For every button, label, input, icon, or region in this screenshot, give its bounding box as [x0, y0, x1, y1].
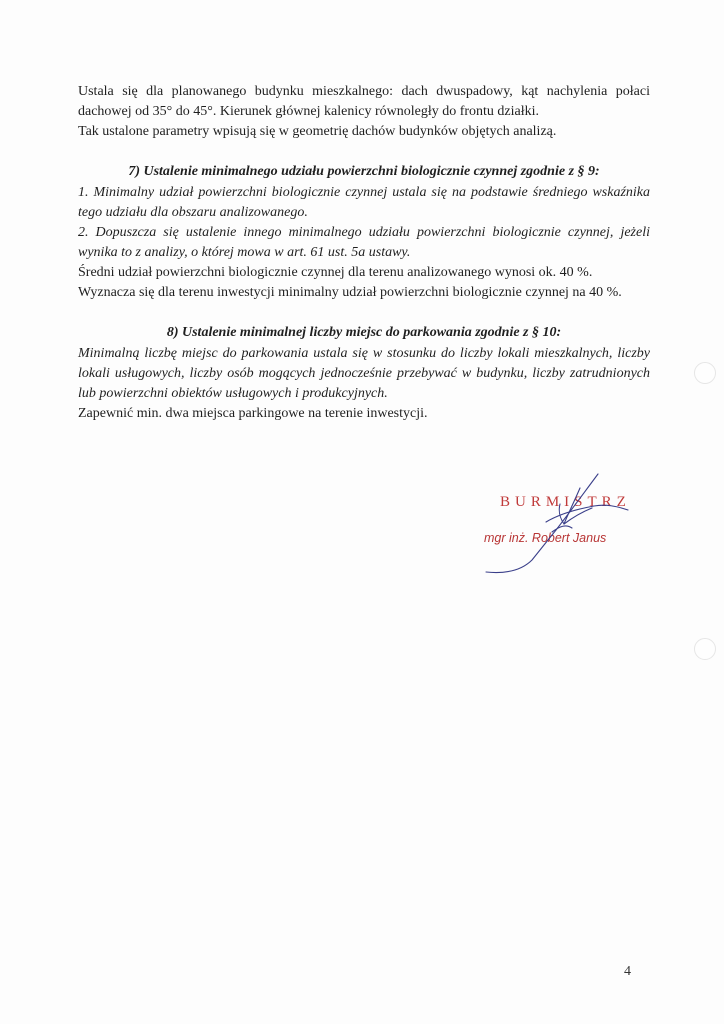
section-8-item-1: Minimalną liczbę miejsc do parkowania ustala się w stosunku do liczby lokali mieszkalnych, liczby lokali usługowych, liczby osób mogących jednocześnie przebywać w budynku, liczby zatrudnionych lub powierzchni obiektów usługowych i produkcyjnych.	[78, 346, 650, 401]
section-7-text-2: Wyznacza się dla terenu inwestycji minimalny udział powierzchni biologicznie czynnej na 40 %.	[78, 285, 622, 300]
handwritten-signature	[460, 468, 660, 578]
stamp-title: BURMISTRZ	[500, 494, 631, 510]
section-7-heading: 7) Ustalenie minimalnego udziału powierzchni biologicznie czynnej zgodnie z § 9:	[128, 164, 600, 179]
document-body	[78, 82, 650, 424]
section-8-text-1: Zapewnić min. dwa miejsca parkingowe na terenie inwestycji.	[78, 406, 428, 421]
intro-paragraph: Ustala się dla planowanego budynku mieszkalnego: dach dwuspadowy, kąt nachylenia połaci dachowej od 35° do 45°. Kierunek głównej kalenicy równoległy do frontu działki.	[78, 84, 650, 119]
stamp-name: mgr inż. Robert Janus	[484, 531, 607, 545]
punch-hole-mark	[694, 362, 716, 384]
section-7-text-1: Średni udział powierzchni biologicznie czynnej dla terenu analizowanego wynosi ok. 40 %.	[78, 265, 593, 280]
official-stamp-signature	[460, 468, 660, 578]
punch-hole-mark	[694, 638, 716, 660]
intro-paragraph-2: Tak ustalone parametry wpisują się w geometrię dachów budynków objętych analizą.	[78, 124, 557, 139]
section-8-heading: 8) Ustalenie minimalnej liczby miejsc do parkowania zgodnie z § 10:	[166, 325, 562, 340]
page-number: 4	[624, 964, 631, 979]
section-7-item-1: 1. Minimalny udział powierzchni biologicznie czynnej ustala się na podstawie średniego wskaźnika tego udziału dla obszaru analizowanego.	[78, 185, 650, 220]
section-7-item-2: 2. Dopuszcza się ustalenie innego minimalnego udziału powierzchni biologicznie czynnej, jeżeli wynika to z analizy, o której mowa w art. 61 ust. 5a ustawy.	[78, 225, 650, 260]
